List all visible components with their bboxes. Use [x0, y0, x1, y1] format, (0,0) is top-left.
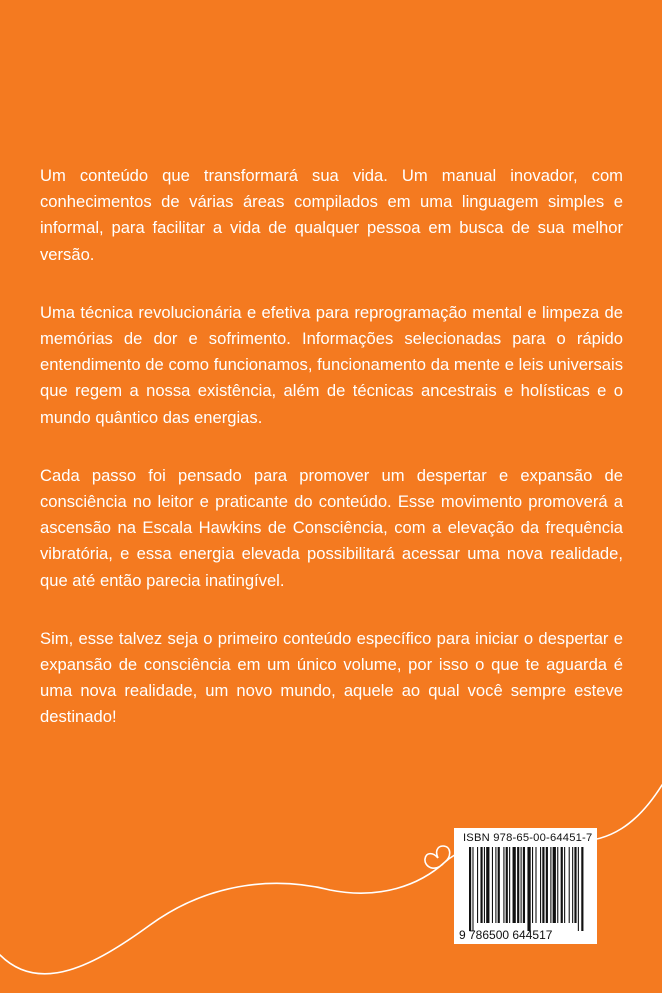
- barcode-bar: [572, 847, 573, 923]
- barcode-bar: [513, 847, 516, 923]
- barcode-bar: [521, 847, 522, 923]
- barcode-bar: [503, 847, 504, 923]
- barcode-digits: 9 786500 644517: [459, 928, 553, 942]
- barcode-bar: [561, 847, 563, 923]
- barcode-bar: [472, 847, 473, 931]
- barcode-bar: [553, 847, 556, 923]
- barcode-bar: [569, 847, 570, 923]
- isbn-barcode: [454, 828, 597, 944]
- barcode-bar: [542, 847, 544, 923]
- barcode-bar: [523, 847, 525, 923]
- barcode-bar: [578, 847, 579, 931]
- barcode-bar: [527, 847, 530, 931]
- barcode-bar: [557, 847, 558, 923]
- barcode-bar: [498, 847, 500, 923]
- barcode-bar: [509, 847, 510, 923]
- barcode-bar: [506, 847, 508, 923]
- paragraph-2: Uma técnica revolucionária e efetiva para reprogramação mental e limpeza de memórias de dor e sofrimento. Informações selecionadas para o rápido entendimento de como funcionamos, funcionamento da mente e leis universais que regem a nossa existência, além de técnicas ancestrais e holísticas e o mundo quântico das energias.: [40, 302, 623, 427]
- barcode-bar: [535, 847, 536, 923]
- barcode-bar: [477, 847, 478, 923]
- barcode-bar: [581, 847, 583, 931]
- barcode-bar: [495, 847, 496, 923]
- back-cover-text: [40, 163, 623, 763]
- barcode-bars: [469, 847, 587, 931]
- barcode-bar: [492, 847, 493, 923]
- barcode-bar: [550, 847, 551, 923]
- paragraph-4: Sim, esse talvez seja o primeiro conteúdo específico para iniciar o despertar e expansão de consciência em um único volume, por isso o que te aguarda é uma nova realidade, um novo mundo, aquele ao qual você sempre esteve destinado!: [40, 628, 623, 727]
- barcode-bar: [540, 847, 541, 923]
- barcode-bar: [517, 847, 519, 923]
- barcode-bar: [546, 847, 548, 923]
- barcode-bar: [564, 847, 565, 923]
- barcode-bar: [469, 847, 471, 931]
- barcode-bar: [574, 847, 576, 923]
- barcode-bar: [480, 847, 482, 923]
- barcode-bar: [484, 847, 485, 923]
- isbn-label: ISBN 978-65-00-64451-7: [463, 832, 593, 844]
- barcode-bar: [532, 847, 533, 923]
- paragraph-3: Cada passo foi pensado para promover um despertar e expansão de consciência no leitor e praticante do conteúdo. Esse movimento promoverá a ascensão na Escala Hawkins de Consciência, com a elevação da frequência vibratória, e essa energia elevada possibilitará acessar uma nova realidade, que até então parecia inatingível.: [40, 465, 623, 590]
- paragraph-1: Um conteúdo que transformará sua vida. Um manual inovador, com conhecimentos de várias áreas compilados em uma linguagem simples e informal, para facilitar a vida de qualquer pessoa em busca de sua melhor versão.: [40, 166, 623, 264]
- barcode-bar: [486, 847, 489, 923]
